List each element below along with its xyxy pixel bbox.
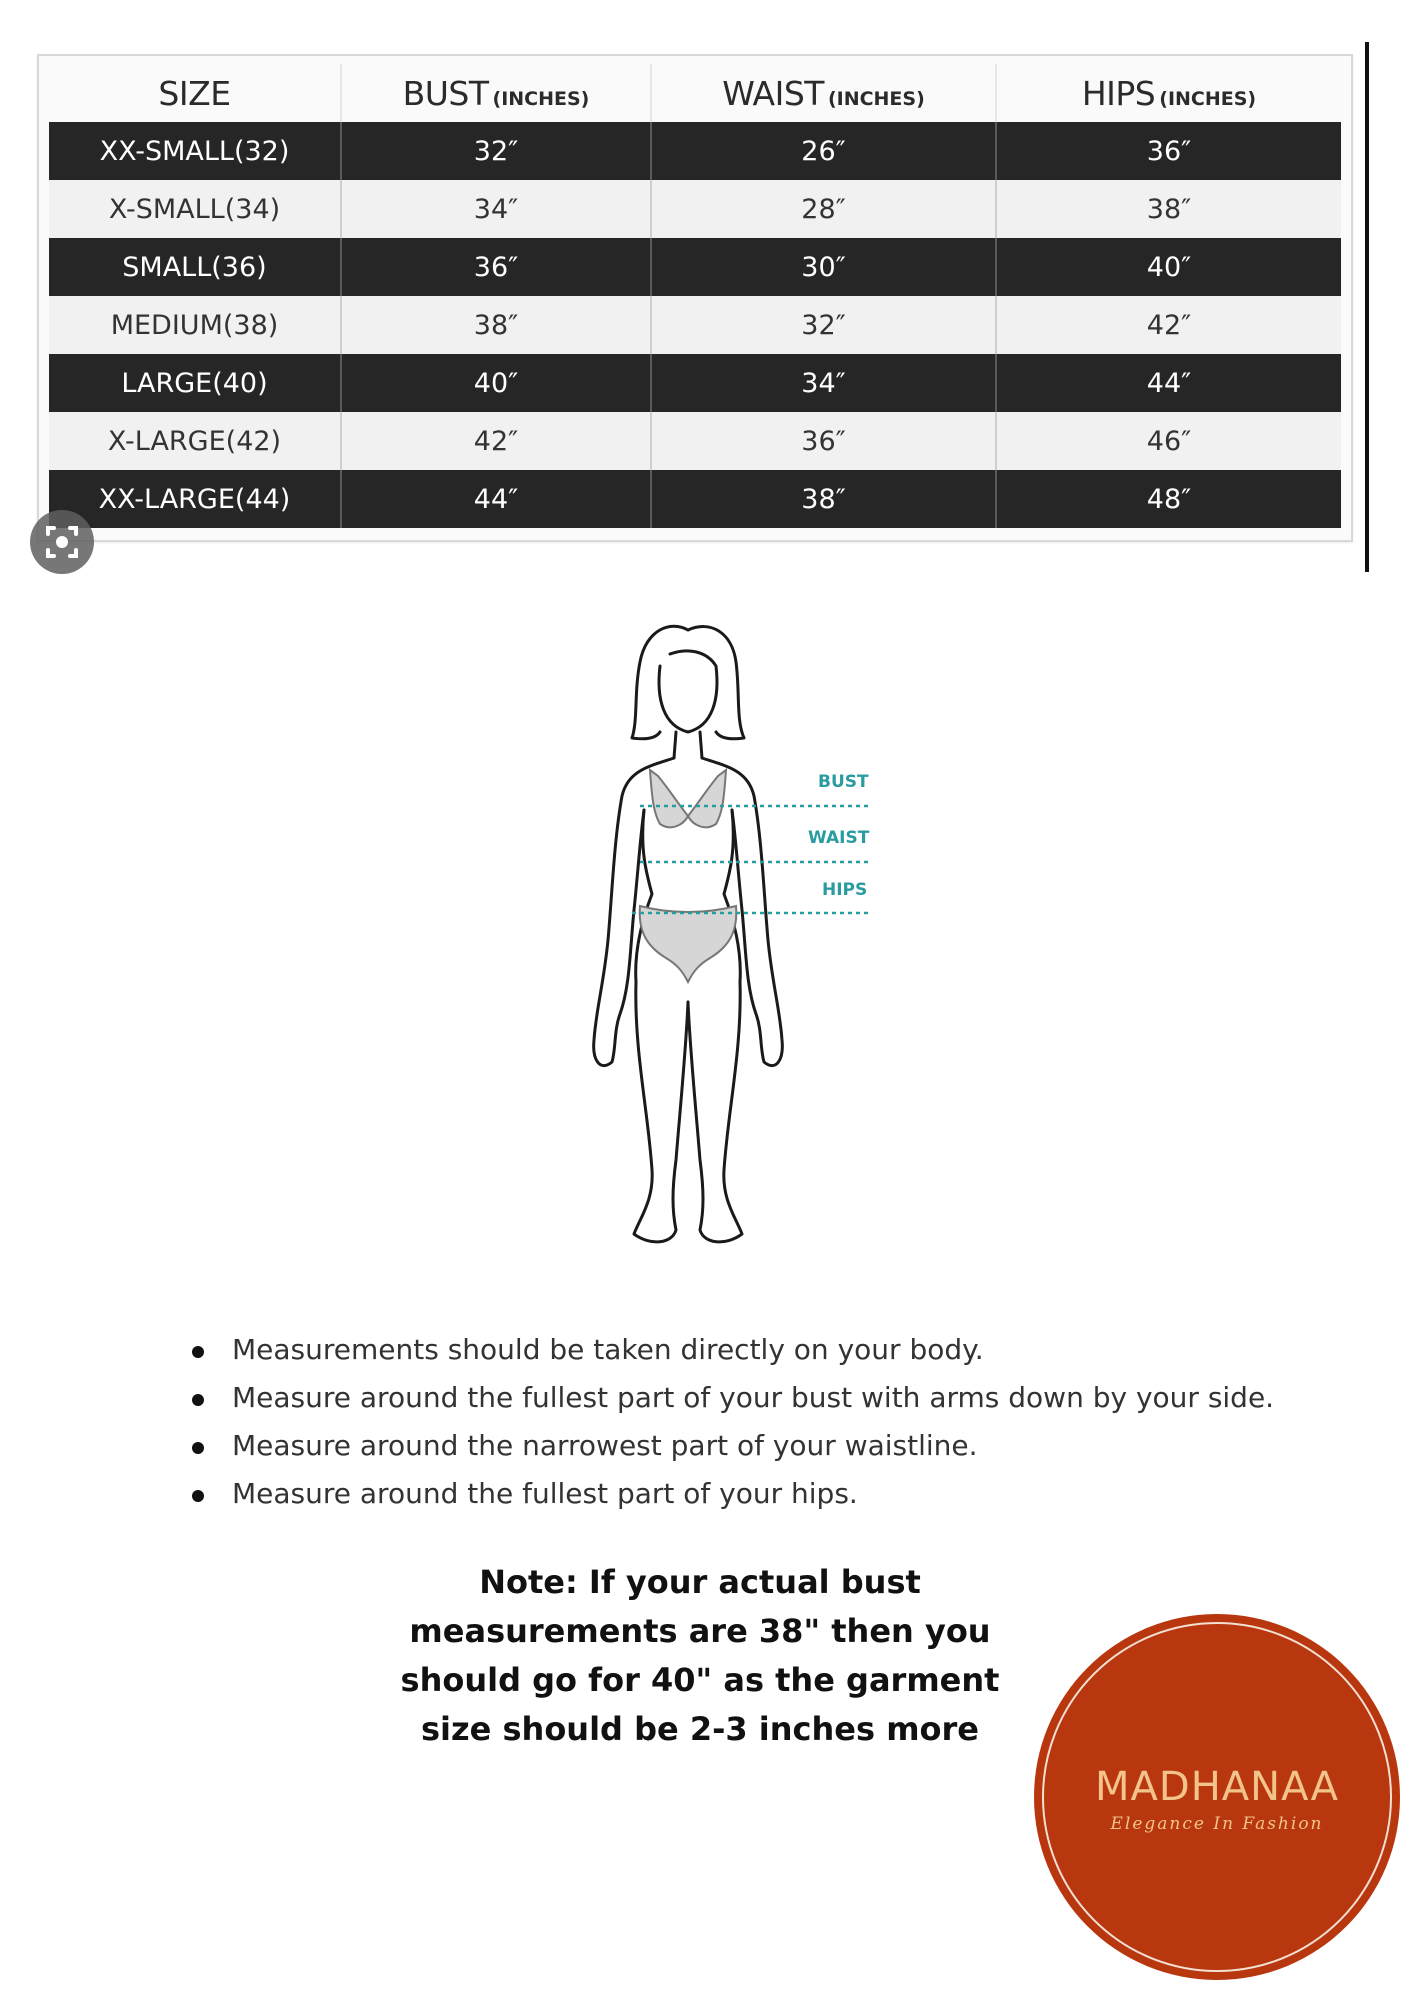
waist-cell: 36″ <box>651 412 996 470</box>
size-chart-table <box>49 64 1341 528</box>
hips-cell: 40″ <box>996 238 1341 296</box>
size-cell: XX-SMALL(32) <box>49 122 341 180</box>
hips-cell: 44″ <box>996 354 1341 412</box>
waist-cell: 28″ <box>651 180 996 238</box>
waist-cell: 26″ <box>651 122 996 180</box>
header-hips: HIPS (INCHES) <box>1081 73 1257 113</box>
bust-cell: 44″ <box>341 470 651 528</box>
table-row <box>49 354 1341 412</box>
bust-cell: 34″ <box>341 180 651 238</box>
sizing-note: Note: If your actual bust measurements are 38" then you should go for 40" as the garment size should be 2-3 inches more <box>400 1563 1000 1748</box>
header-size: SIZE <box>49 64 341 122</box>
waist-cell: 38″ <box>651 470 996 528</box>
hips-cell: 46″ <box>996 412 1341 470</box>
size-cell: MEDIUM(38) <box>49 296 341 354</box>
bust-cell: 38″ <box>341 296 651 354</box>
bust-cell: 40″ <box>341 354 651 412</box>
size-cell: X-SMALL(34) <box>49 180 341 238</box>
table-row <box>49 412 1341 470</box>
waist-cell: 30″ <box>651 238 996 296</box>
size-cell: XX-LARGE(44) <box>49 470 341 528</box>
waist-cell: 34″ <box>651 354 996 412</box>
size-cell: X-LARGE(42) <box>49 412 341 470</box>
brand-tagline: Elegance In Fashion <box>1110 1814 1324 1834</box>
list-item: Measurements should be taken directly on your body. <box>180 1326 1274 1374</box>
hips-line-label: HIPS <box>822 880 868 900</box>
body-outline-icon <box>560 610 880 1270</box>
bust-cell: 42″ <box>341 412 651 470</box>
header-waist: WAIST (INCHES) <box>651 64 996 122</box>
table-row <box>49 122 1341 180</box>
size-cell: LARGE(40) <box>49 354 341 412</box>
measurement-instructions <box>180 1326 1274 1518</box>
right-border-rule <box>1365 42 1369 572</box>
list-item: Measure around the fullest part of your bust with arms down by your side. <box>180 1374 1274 1422</box>
list-item: Measure around the narrowest part of your waistline. <box>180 1422 1274 1470</box>
table-row <box>49 238 1341 296</box>
list-item: Measure around the fullest part of your hips. <box>180 1470 1274 1518</box>
header-bust: BUST (INCHES) <box>341 64 651 122</box>
size-chart <box>37 54 1353 542</box>
hips-cell: 42″ <box>996 296 1341 354</box>
hips-cell: 36″ <box>996 122 1341 180</box>
brand-name: MADHANAA <box>1095 1764 1339 1810</box>
hips-cell: 48″ <box>996 470 1341 528</box>
bust-cell: 36″ <box>341 238 651 296</box>
table-row <box>49 296 1341 354</box>
bust-line-label: BUST <box>818 772 869 792</box>
table-row <box>49 180 1341 238</box>
size-chart-header-row <box>49 64 1341 122</box>
waist-line-label: WAIST <box>808 828 870 848</box>
body-measurement-figure <box>560 610 880 1270</box>
table-row <box>49 470 1341 528</box>
bust-cell: 32″ <box>341 122 651 180</box>
size-cell: SMALL(36) <box>49 238 341 296</box>
lens-search-icon[interactable] <box>28 508 96 576</box>
waist-cell: 32″ <box>651 296 996 354</box>
hips-cell: 38″ <box>996 180 1341 238</box>
brand-logo <box>1036 1616 1398 1978</box>
